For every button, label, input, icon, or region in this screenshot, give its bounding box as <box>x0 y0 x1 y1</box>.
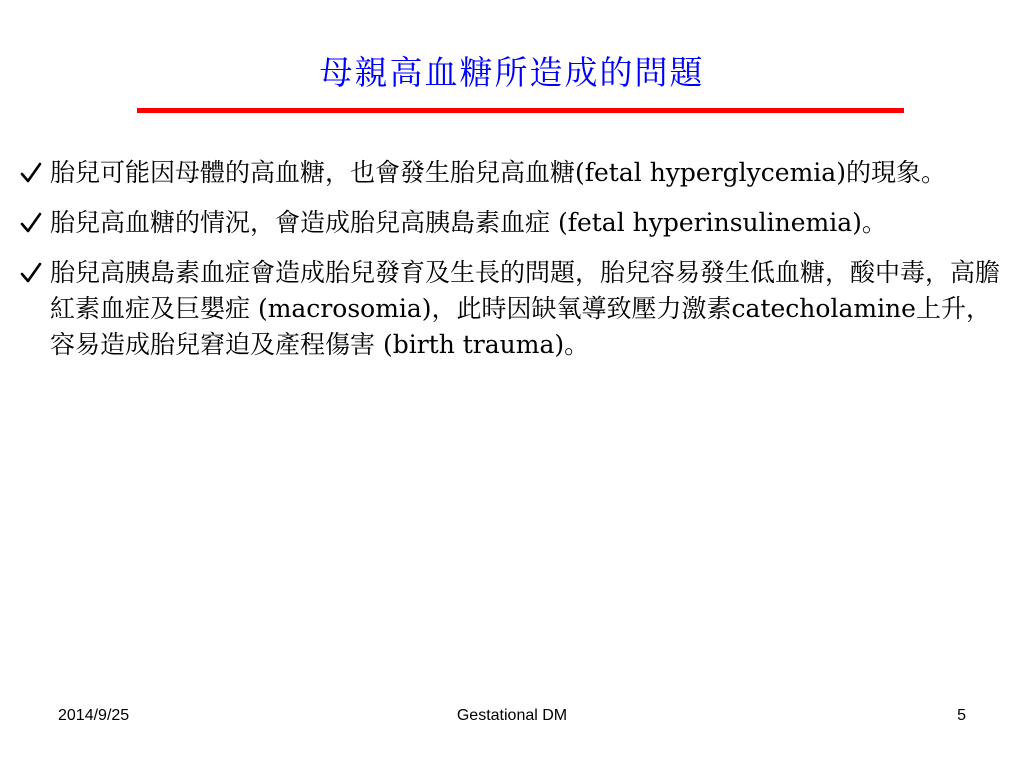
checkmark-icon <box>20 205 44 241</box>
bullet-list <box>20 155 1010 377</box>
footer-date: 2014/9/25 <box>58 707 130 724</box>
checkmark-icon <box>20 255 44 291</box>
title-underline <box>137 108 904 113</box>
footer-title: Gestational DM <box>456 707 568 724</box>
checkmark-icon <box>20 155 44 191</box>
bullet-item <box>20 205 1010 241</box>
bullet-text: 胎兒高血糖的情況，會造成胎兒高胰島素血症 (fetal hyperinsulinemia)。 <box>50 208 887 237</box>
bullet-text: 胎兒高胰島素血症會造成胎兒發育及生長的問題，胎兒容易發生低血糖，酸中毒，高膽紅素血症及巨嬰症 (macrosomia)，此時因缺氧導致壓力激素catecholamine上升，容易造成胎兒窘迫及產程傷害 (birth trauma)。 <box>50 258 1001 359</box>
bullet-item <box>20 255 1010 363</box>
bullet-item <box>20 155 1010 191</box>
page-number: 5 <box>957 707 966 724</box>
slide-title: 母親高血糖所造成的問題 <box>319 53 705 92</box>
bullet-text: 胎兒可能因母體的高血糖，也會發生胎兒高血糖(fetal hyperglycemia)的現象。 <box>50 158 946 187</box>
